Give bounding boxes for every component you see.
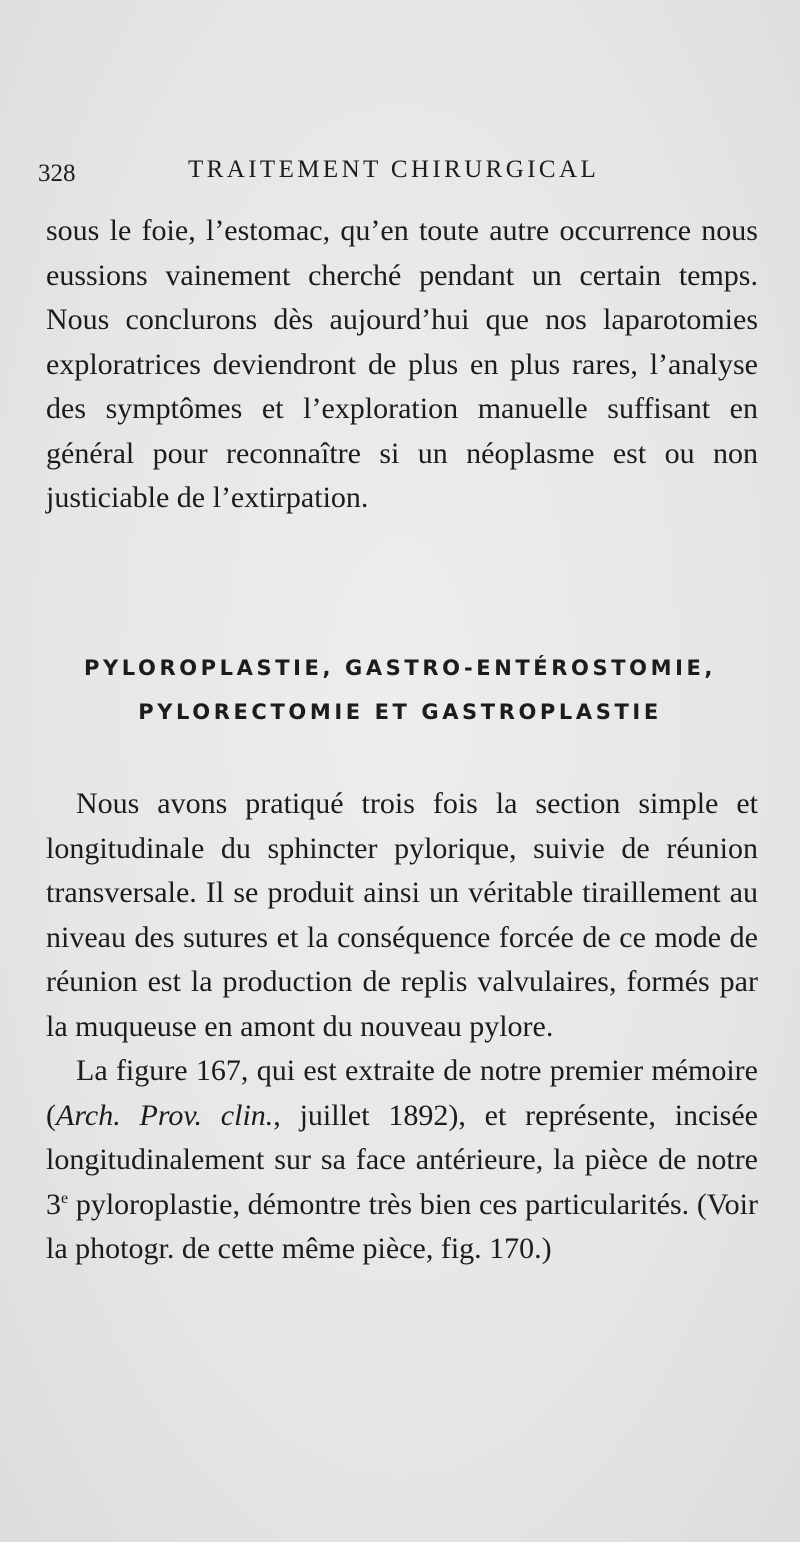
paragraph-pyloric-section: Nous avons pratiqué trois fois la section simple et longitudinale du sphincter pylorique, suivie de réunion transversale. Il se produit ainsi un véritable tiraillement au niveau des sutures et la conséquence forcée de ce mode de réunion est la production de replis valvulaires, formés par la muqueuse en amont du nouveau pylore. xyxy=(46,787,758,1043)
running-head: TRAITEMENT CHIRURGICAL xyxy=(188,156,600,183)
page-header xyxy=(38,156,758,190)
page-number: 328 xyxy=(38,160,76,187)
journal-citation: Arch. Prov. clin. xyxy=(56,1098,274,1132)
body-text-top xyxy=(46,209,758,521)
paragraph-figure-reference xyxy=(46,1049,758,1272)
section-heading-line-2: PYLORECTOMIE ET GASTROPLASTIE xyxy=(138,700,662,724)
paragraph-laparotomies: sous le foie, l’estomac, qu’en toute autre occurrence nous eussions vainement cherché pendant un certain temps. Nous conclurons dès aujourd’hui que nos laparotomies exploratrices deviendront de plus en plus rares, l’analyse des symptômes et l’exploration manuelle suffisant en général pour reconnaître si un néoplasme est ou non justiciable de l’extirpation. xyxy=(46,214,758,514)
section-heading-line-1: PYLOROPLASTIE, GASTRO-ENTÉROSTOMIE, xyxy=(83,656,717,680)
section-heading xyxy=(30,646,770,734)
figure-ref-text-1: La figure 167, qui est extraite de notre premier mémoire ( xyxy=(46,1054,758,1132)
ordinal-superscript: e xyxy=(61,1189,69,1207)
figure-ref-text-3: pyloroplastie, démontre très bien ces particularités. (Voir la photogr. de cette même pièce, fig. 170.) xyxy=(46,1187,758,1265)
figure-ref-text-2: , juillet 1892), et représente, incisée longitudinalement sur sa face antérieure, la pièce de notre 3 xyxy=(46,1098,758,1221)
body-text-bottom xyxy=(46,782,758,1272)
